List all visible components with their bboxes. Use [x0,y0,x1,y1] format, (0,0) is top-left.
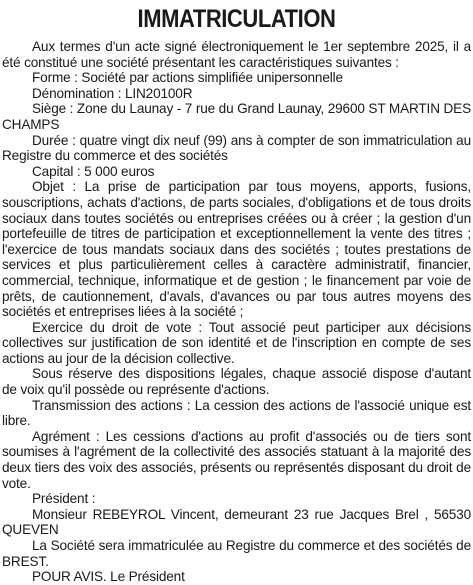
vote-paragraph: Exercice du droit de vote : Tout associé peut participer aux décisions collectives sur justification de son identité et de l'inscription en compte de ses actions au jour de la décision collective. [2,319,471,366]
notice-body [2,39,471,585]
intro-paragraph: Aux termes d'un acte signé électroniquement le 1er septembre 2025, il a été constitué une société présentant les caractéristiques suivantes : [2,39,471,70]
capital-line: Capital : 5 000 euros [32,163,155,179]
notice-title: IMMATRICULATION [137,5,336,33]
transmission-line: Transmission des actions : La cession des actions de l'associé unique est libre. [2,397,471,429]
registration-line: La Société sera immatriculée au Registre du commerce et des sociétés de BREST. [2,538,471,569]
agrement-paragraph: Agrément : Les cessions d'actions au profit d'associés ou de tiers sont soumises à l'agrément de la collectivité des associés statuant à la majorité des deux tiers des voix des associés, présents ou représentés disposant du droit de vote. [2,428,471,491]
voix-paragraph: Sous réserve des dispositions légales, chaque associé dispose d'autant de voix qu'il possède ou représente d'actions. [2,366,471,398]
president-line: Monsieur REBEYROL Vincent, demeurant 23 rue Jacques Brel , 56530 QUEVEN [2,506,471,538]
signature-line: POUR AVIS. Le Président [32,569,185,585]
denomination-line: Dénomination : LIN20100R [32,85,193,101]
president-heading: Président : [32,491,96,507]
siege-line: Siège : Zone du Launay - 7 rue du Grand Launay, 29600 ST MARTIN DES CHAMPS [2,101,471,132]
duree-paragraph: Durée : quatre vingt dix neuf (99) ans à compter de son immatriculation au Registre du commerce et des sociétés [2,132,471,164]
form-line: Forme : Société par actions simplifiée unipersonnelle [32,70,343,86]
objet-paragraph: Objet : La prise de participation par tous moyens, apports, fusions, souscriptions, achats d'actions, de parts sociales, d'obligations et de tous droits sociaux dans toutes sociétés ou entreprises créées ou à créer ; la gestion d'un portefeuille de titres de participation et exceptionnellement la vente des titres ; l'exercice de tous mandats sociaux dans des sociétés ; toutes prestations de services et plus particulièrement celles à caractère administratif, financier, commercial, technique, informatique et de gestion ; le financement par voie de prêts, de cautionnement, d'avals, d'avances ou par tous autres moyens des sociétés et entreprises liées à la société ; [2,179,471,320]
